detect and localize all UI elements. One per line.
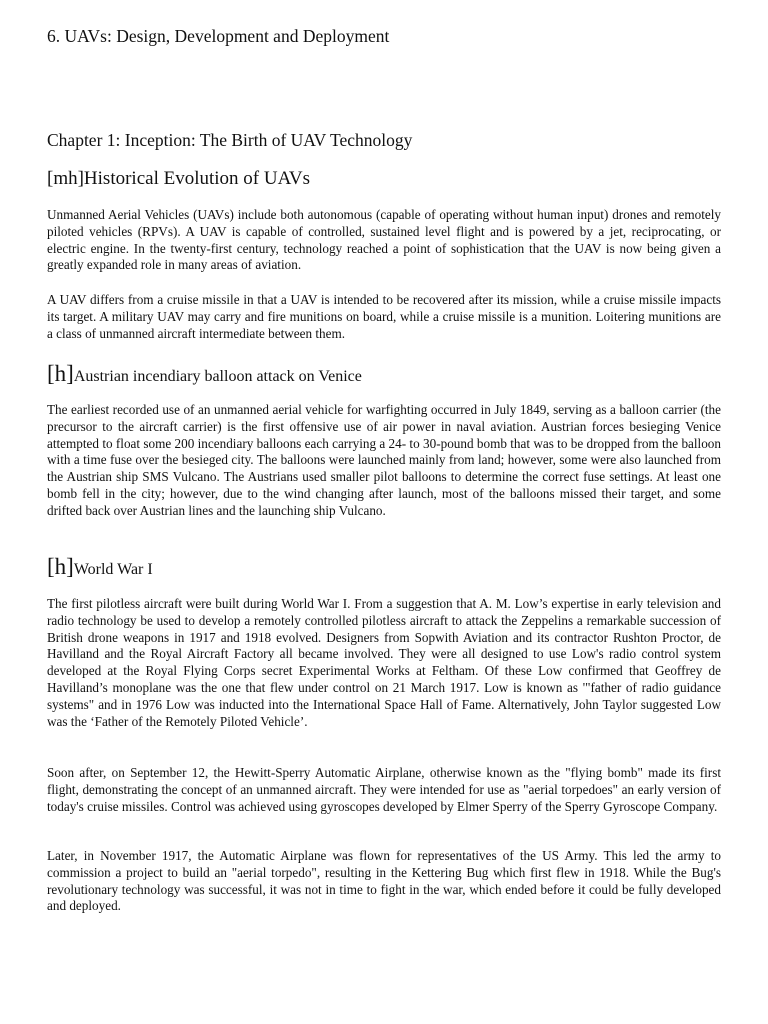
paragraph-uav-definition: Unmanned Aerial Vehicles (UAVs) include both autonomous (capable of operating without human input) drones and remotely piloted vehicles (RPVs). A UAV is capable of controlled, sustained level flight and is powered by a jet, reciprocating, or electric engine. In the twenty-first century, technology reached a point of sophistication that the UAV is now being given a greatly expanded role in many areas of aviation. — [47, 207, 721, 273]
subheading-world-war-i — [47, 555, 153, 578]
paragraph-uav-vs-cruise-missile: A UAV differs from a cruise missile in that a UAV is intended to be recovered after its mission, while a cruise missile impacts its target. A military UAV may carry and fire munitions on board, while a cruise missile is a munition. Loitering munitions are a class of unmanned aircraft intermediate between them. — [47, 292, 721, 341]
paragraph-hewitt-sperry: Soon after, on September 12, the Hewitt-Sperry Automatic Airplane, otherwise known as the "flying bomb" made its first flight, demonstrating the concept of an unmanned aircraft. They were intended for use as "aerial torpedoes" an early version of today's cruise missiles. Control was achieved using gyroscopes developed by Elmer Sperry of the Sperry Gyroscope Company. — [47, 765, 721, 814]
paragraph-venice-balloons: The earliest recorded use of an unmanned aerial vehicle for warfighting occurred in July 1849, serving as a balloon carrier (the precursor to the aircraft carrier) is the first offensive use of air power in naval aviation. Austrian forces besieging Venice attempted to float some 200 incendiary balloons each carrying a 24- to 30-pound bomb that was to be dropped from the balloon with a time fuse over the besieged city. The balloons were launched mainly from land; however, some were also launched from the Austrian ship SMS Vulcano. The Austrians used smaller pilot balloons to determine the correct fuse settings. At least one bomb fell in the city; however, due to the wind changing after launch, most of the balloons missed their target, and some drifted back over Austrian lines and the launching ship Vulcano. — [47, 402, 721, 518]
section-heading: [mh]Historical Evolution of UAVs — [47, 168, 310, 189]
subheading-marker: [h] — [47, 554, 74, 579]
subheading-text: Austrian incendiary balloon attack on Venice — [73, 368, 362, 385]
chapter-title: Chapter 1: Inception: The Birth of UAV Technology — [47, 130, 413, 150]
book-title: 6. UAVs: Design, Development and Deployment — [47, 26, 390, 46]
paragraph-kettering-bug: Later, in November 1917, the Automatic Airplane was flown for representatives of the US Army. This led the army to commission a project to build an "aerial torpedo", resulting in the Kettering Bug which first flew in 1918. While the Bug's revolutionary technology was successful, it was not in time to fight in the war, which ended before it could be fully developed and deployed. — [47, 848, 721, 914]
subheading-austrian-balloon-attack — [47, 362, 362, 385]
subheading-marker: [h] — [47, 361, 74, 386]
subheading-text: World War I — [73, 561, 153, 578]
paragraph-first-pilotless-aircraft: The first pilotless aircraft were built during World War I. From a suggestion that A. M. Low’s expertise in early television and radio technology be used to develop a remotely controlled pilotless aircraft to attack the Zeppelins a remarkable succession of British drone weapons in 1917 and 1918 evolved. Designers from Sopwith Aviation and its contractor Rushton Proctor, de Havilland and the Royal Aircraft Factory all became involved. They were all designed to use Low's radio control system developed at the Royal Flying Corps secret Experimental Works at Feltham. Of these Low confirmed that Geoffrey de Havilland’s monoplane was the one that flew under control on 21 March 1917. Low is known as '"father of radio guidance systems" and in 1976 Low was inducted into the International Space Hall of Fame. Alternatively, John Taylor suggested Low was the ‘Father of the Remotely Piloted Vehicle’. — [47, 596, 721, 729]
